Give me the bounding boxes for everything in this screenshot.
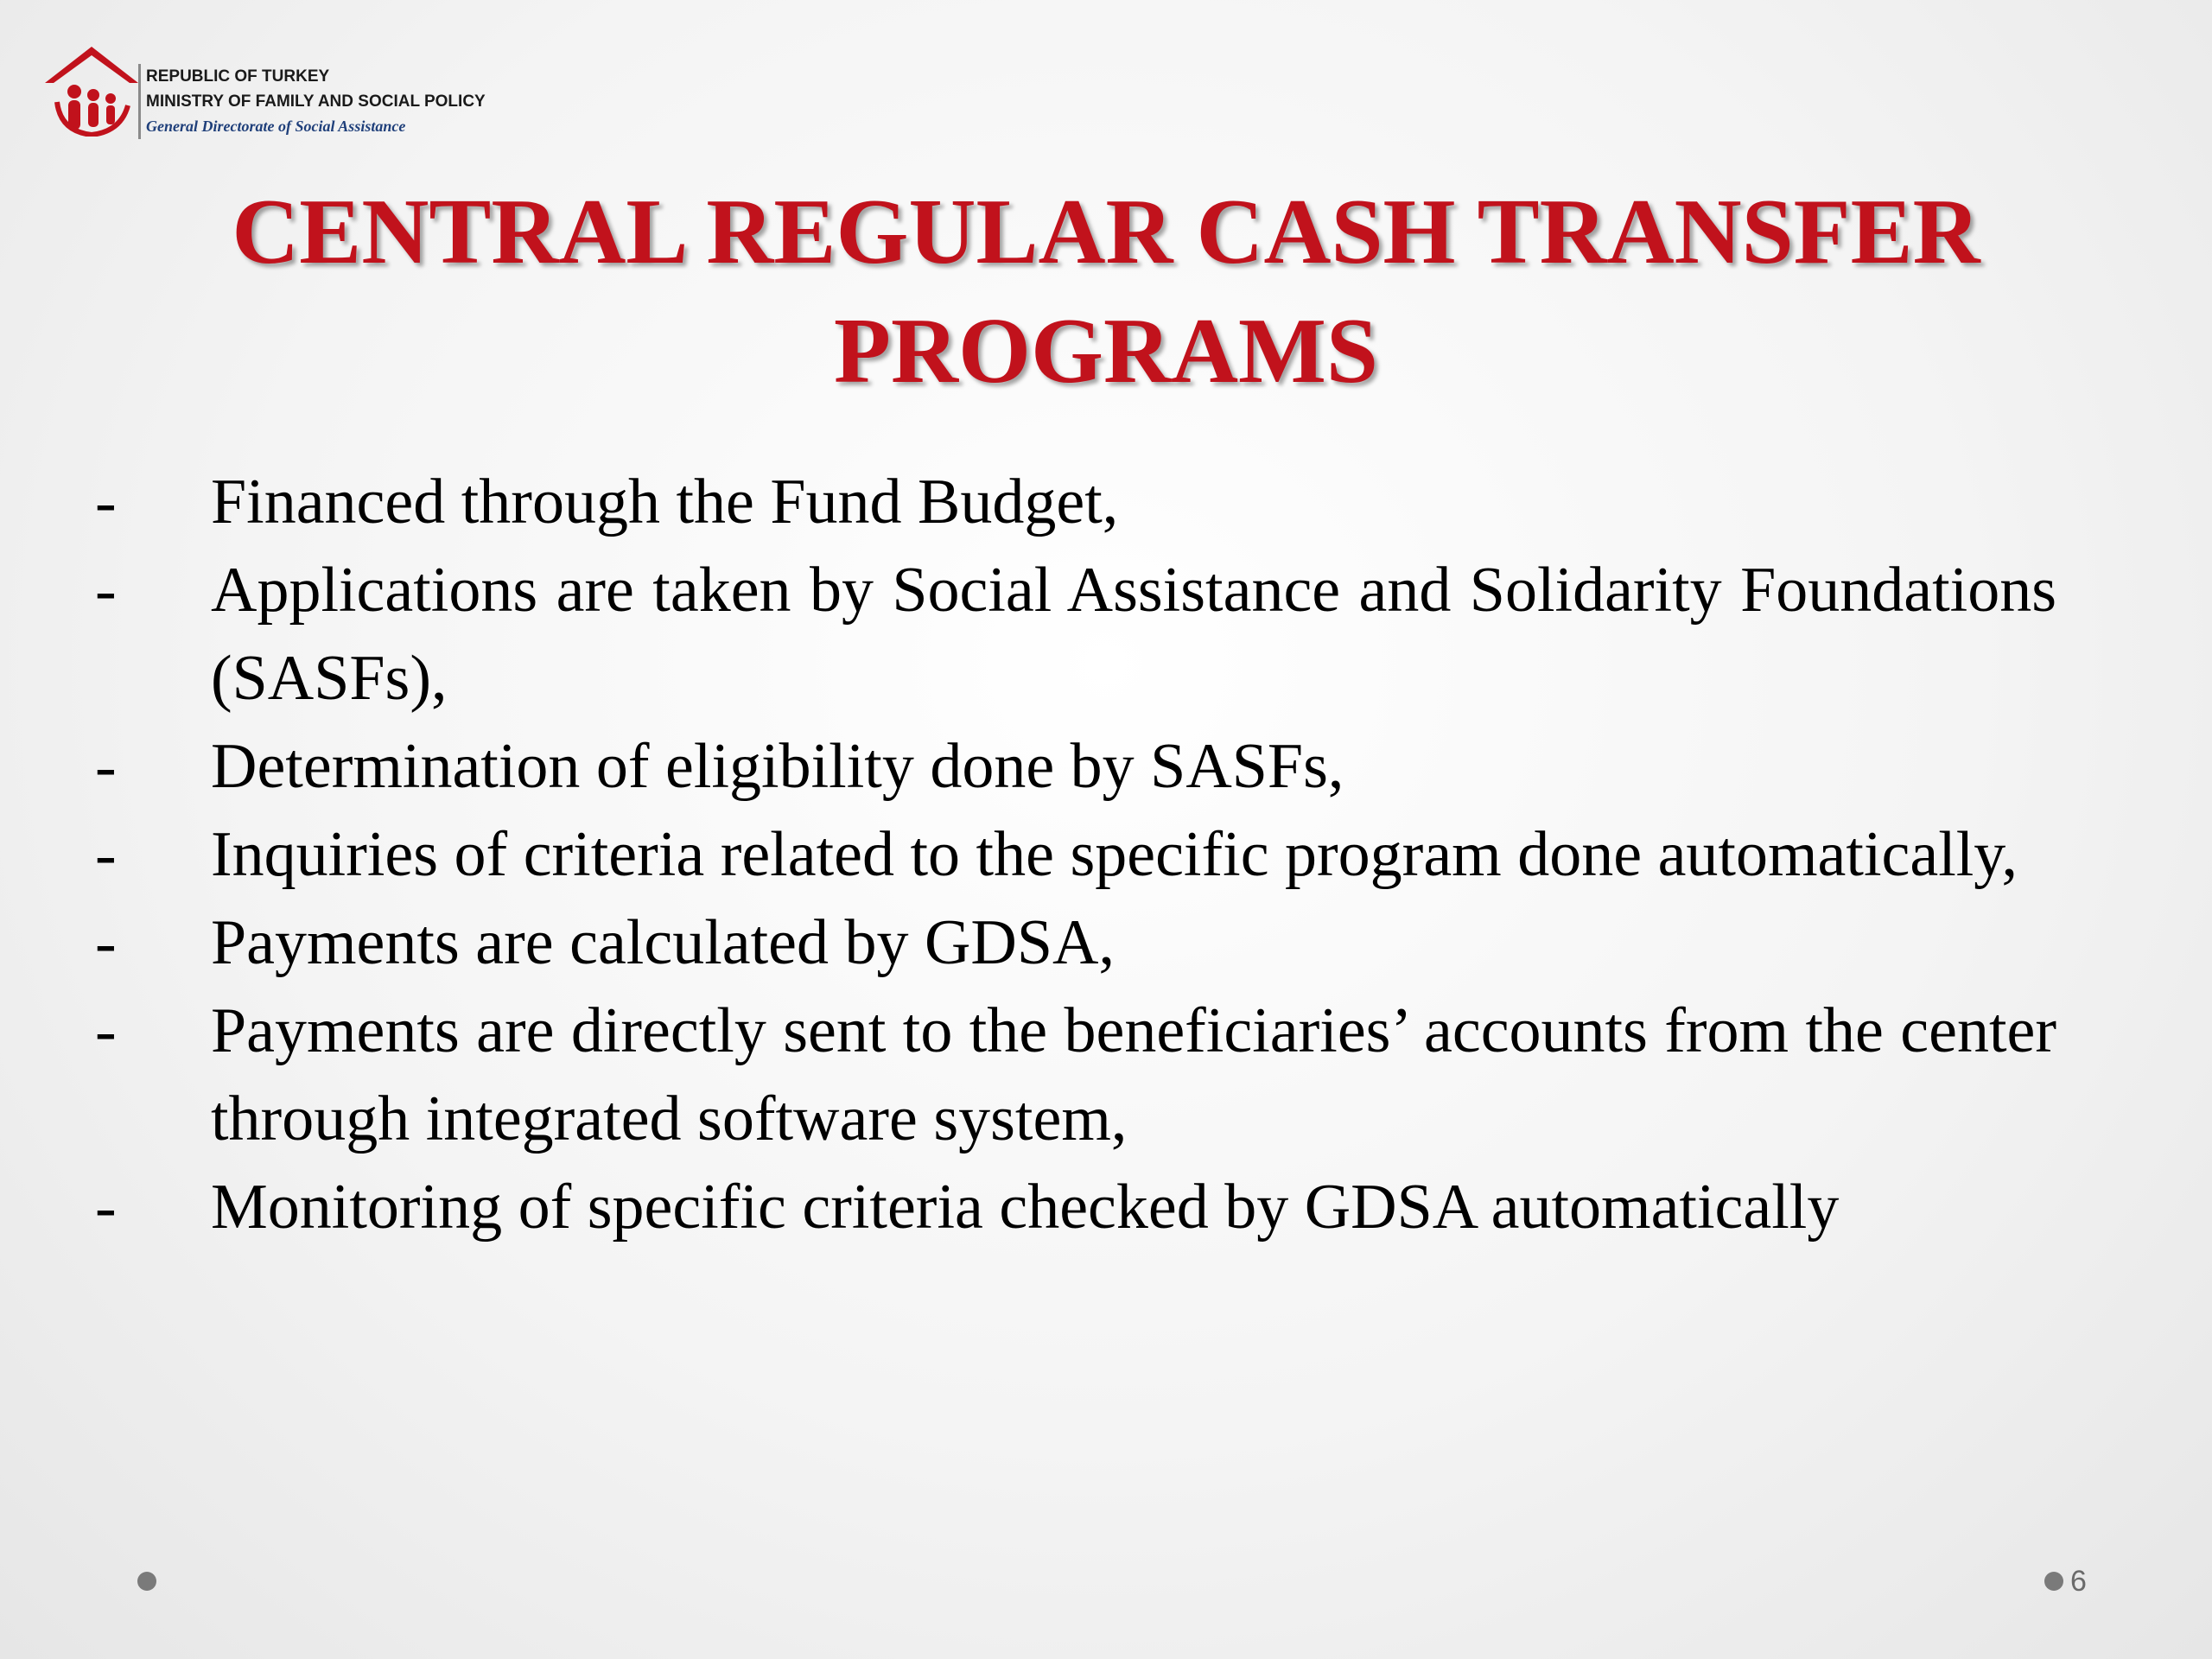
- bullet-text: Applications are taken by Social Assistance and Solidarity Foundations (SASFs),: [211, 555, 2056, 714]
- bullet-marker: -: [95, 731, 117, 802]
- bullet-list: [95, 458, 2056, 1251]
- footer-dot-left: [137, 1572, 156, 1591]
- bullet-item: [95, 722, 2056, 810]
- bullet-marker: -: [95, 1172, 117, 1243]
- bullet-marker: -: [95, 467, 117, 537]
- bullet-marker: -: [95, 907, 117, 978]
- ministry-house-logo-icon: [41, 41, 138, 137]
- bullet-marker: -: [95, 555, 117, 626]
- bullet-text: Determination of eligibility done by SASFs,: [211, 731, 1344, 802]
- footer-dot-right: [2044, 1572, 2063, 1591]
- bullet-text: Monitoring of specific criteria checked by GDSA automatically: [211, 1172, 1840, 1243]
- slide-title: [130, 173, 2082, 411]
- bullet-text: Payments are directly sent to the beneficiaries’ accounts from the center through integrated software system,: [211, 995, 2056, 1154]
- bullet-item: [95, 1163, 2056, 1251]
- bullet-item: [95, 458, 2056, 546]
- slide-title-line-1: CENTRAL REGULAR CASH TRANSFER: [232, 181, 1980, 283]
- bullet-item: [95, 987, 2056, 1163]
- slide-title-line-2: PROGRAMS: [834, 300, 1378, 403]
- bullet-text: Inquiries of criteria related to the specific program done automatically,: [211, 819, 2018, 890]
- org-line-directorate: General Directorate of Social Assistance: [146, 118, 406, 135]
- bullet-marker: -: [95, 995, 117, 1066]
- org-line-country: REPUBLIC OF TURKEY: [146, 67, 330, 86]
- bullet-text: Financed through the Fund Budget,: [211, 467, 1119, 537]
- organization-name: [138, 64, 486, 139]
- header: [41, 41, 594, 145]
- bullet-marker: -: [95, 819, 117, 890]
- page-number: 6: [2070, 1565, 2087, 1598]
- bullet-text: Payments are calculated by GDSA,: [211, 907, 1115, 978]
- bullet-item: [95, 899, 2056, 987]
- org-line-ministry: MINISTRY OF FAMILY AND SOCIAL POLICY: [146, 92, 486, 111]
- bullet-item: [95, 546, 2056, 722]
- bullet-item: [95, 810, 2056, 899]
